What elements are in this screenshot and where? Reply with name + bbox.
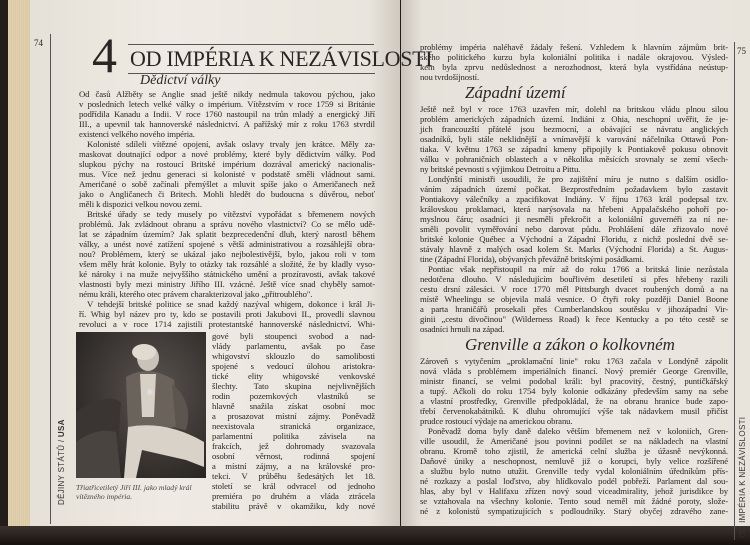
text-line: Poněvadž doma byly daně daleko větším břemenem než v koloniích, Gren- [428,426,728,436]
title-rule-top [128,44,374,45]
text-line: jako o Angličanech či Britech. Mohli hledět do budoucna s důvěrou, neboť [79,189,375,199]
section-western-territory-text [420,104,728,334]
caption-line: Třiatřicetiletý Jiří III. jako mladý král [76,483,192,492]
text-line: britské kolonie Québec a Východní a Západní Floridu, z nichž poslední dvě se- [420,234,728,244]
text-line: a tupý. Ačkoli do roku 1754 byly kolonie odkázány především samy na sebe [420,386,728,396]
text-line: spojené s vedoucí úlohou aristokra- [212,361,375,371]
text-line: šlechty. Tato skupina nejvlivnějších [212,381,375,391]
left-narrow-column [212,331,375,511]
text-line: ké nároky i na muže nejvyššího státnického umění a prozíravosti, avšak takové [79,269,375,279]
portrait-image [76,332,206,478]
text-line: prudce rostoucí výdaje na americkou obranu. [420,416,573,426]
text-line: osadníci hrnuli na západ. [420,324,505,334]
text-line: stávaly hlavně z malých osad kolem St. Marks (Východní Florida) a St. Augus- [420,244,728,254]
text-line: století se král odvracel od jednoho [212,481,375,491]
text-line: whigovství sklouzlo do samolibosti [212,351,375,361]
text-line: premiéra po druhém a vláda ztrácela [212,491,375,501]
text-line: Američané o sobě začínali přemýšlet a mluvit spíše jako o Američanech než [79,179,375,189]
text-line: existenci velkého nového impéria. [79,129,195,139]
text-line: frakcích, jež dohromady svazovala [212,441,375,451]
text-line: nou tvrdošíjností. [420,72,480,82]
chapter-number: 4 [92,27,117,83]
text-line: a prosazovat místní zájmy. Poněvadž [212,411,375,421]
text-line: rodin pozemkových vlastníků se [212,391,375,401]
left-body-text [79,89,375,329]
text-line: Ještě než byl v roce 1763 uzavřen mír, dolehl na britskou vládu plnou silou [420,104,728,114]
text-line: maskovat doutnající odpor a nové problémy, které byly dědictvím války. Pod [79,149,375,159]
text-line: v posledních letech velké války o impérium. Vítězstvím v roce 1759 si Británie [79,99,375,109]
text-line: slupkou pýchy na rostoucí Britské impérium dozrával americký nacionalis- [79,159,375,169]
text-line: tické elity whigovské venkovské [212,371,375,381]
text-line: tine (Západní Florida), obývaných převážně britskými posádkami. [420,254,644,264]
section-heading-western-territory: Západní území [465,83,566,102]
text-line: královskou proklamaci, která narýsovala na hřebeni Appalačského pohoří po- [420,204,728,214]
right-intro-text [420,42,728,82]
text-line: válku v pohraničních oblastech a v několika měsících srovnaly se zemí všech- [420,154,728,164]
page-number-right: 75 [737,46,746,56]
text-line: nedotčena dlouho. V následujícím bouřlivém desetiletí si přes hřebeny razili [420,274,728,284]
text-line: a místní zájmy, a na královské pro- [212,461,375,471]
text-line: neexistovala stranická organizace, [212,421,375,431]
text-line: Londýnští ministři usoudili, že pro zajištění míru je nutno s dalším osidlo- [428,174,728,184]
text-line: cestu drsní zálesáci. V roce 1770 měl Pittsburgh dvacet roubených domů a na [420,284,728,294]
text-line: vlastnosti byly mezi ministry Jiřího III. vzácné. Ještě více snad chyběly samot- [79,279,375,289]
running-head-right: OD IMPÉRIA K NEZÁVISLOSTI [738,416,747,538]
text-line: vlády parlamentu, avšak po čase [212,341,375,351]
text-line: třebí červenokabátníků. K dluhu ohromující výše tak nádavkem musil přičíst [420,406,728,416]
text-line: ského politického kurzu byla koloniální politika i nadále okrajovou. Výsled- [420,52,728,62]
section-heading-legacy-of-war: Dědictví války [140,73,221,88]
text-line: směli povolit vyměřování nebo darovat půdu. Prohlášení dále zřizovalo nové [420,224,728,234]
text-line: Zároveň s vytyčením „proklamační linie" roku 1763 začala v Londýně zápolit [420,356,728,366]
text-line: nému králi, kterého otec právem charakterizoval jako „přitroublého". [79,289,313,299]
text-line: a parta hraničářů prosekali přes Cumberlandskou soutěsku v jihozápadní Vir- [420,304,728,314]
text-line: lat se západním územím? Jak splatit bezprecedenční dluh, který narostl během [79,229,375,239]
text-line: revoluci a v roce 1714 zajistili protestantské hannoverské následnictví. Whi- [79,319,375,329]
text-line: ville usoudil, že Američané jsou povinni podílet se na nákladech na vlastní [420,436,728,446]
running-head-left [57,419,67,505]
page-edges [8,0,30,528]
text-line: Pontiac však nepřistoupil na mír až do roku 1766 a britská linie nezůstala [428,264,728,274]
text-line: stabilitu právě v okamžiku, kdy nové [212,501,375,511]
text-line: gové byli stoupenci svobod a nad- [212,331,375,341]
text-line: kem byla zprvu nedůslednost a nerozhodnost, která byla vystřídána neústup- [420,62,728,72]
text-line: váním západních území počkat. Bezprostředním požadavkem bylo zastavit [420,184,728,194]
text-line: osobní věrnost, rodinná spojení [212,451,375,461]
text-line: osadníků, byli stále neklidnější a vnímavější k varování náčelníka Ottawů Pon- [420,134,728,144]
text-line: Pontiakovy válečníky a zpacifikovat Indiány. V říjnu 1763 král podepsal tzv. [420,194,728,204]
text-line: tiaka. V květnu 1763 se západní kmeny připojily k Pontiakově pokusu obnovit [420,144,728,154]
text-line: problém amerických západních území. Indiáni z Ohia, neschopní uvěřit, že je- [420,114,728,124]
text-line: né rozkazy a poslal loďstvo, aby hlídkovalo podél pobřeží. Parlament dal sou- [420,476,728,486]
text-line: Britské úřady se tedy musely po vítězství vypořádat s břemenem nových [87,209,375,219]
text-line: ginii „cestu divočinou" (Wilderness Road) k řece Kentucky a po této cestě se [420,314,728,324]
section-grenville-text [420,356,728,516]
text-line: obranu. Kromě toho zjistil, že americká celní služba je úžasně nevýkonná. [420,446,728,456]
text-line: problémů. Jak zvládnout obranu a správu nového vlastnictví? Co se mělo udě- [79,219,375,229]
text-line: ny britské pevnosti s výjimkou Detroitu a Pittu. [420,164,581,174]
text-line: né z kolonistů sympatizujících s podloudníky. Starý obyčej zdravého zane- [420,506,728,516]
text-line: nová vláda s problémem imperiálních financí. Nový premiér George Grenville, [420,366,728,376]
text-line: podřídila Kanadu a Indii. V roce 1760 nastoupil na trůn mladý a energický Jiří [79,109,375,119]
portrait-george-iii [76,332,206,478]
portrait-caption [76,483,206,501]
text-line: III., a upevnil tak hannoverské následnictví. A pařížský mír z roku 1763 stvrdil [79,119,375,129]
text-line: všem měly hrát kolonie. Byly to otázky tak rozsáhlé a složité, že by kladly vyso- [79,259,375,269]
running-head-series: DĚJINY STÁTŮ / [57,437,66,505]
text-line: parlamentní politika závisela na [212,431,375,441]
text-line: se vztahovala na všechny kolonie. Tento soud neměl mít žádné poroty, slože- [420,496,728,506]
text-line: V tehdejší britské politice se snad každý nazýval whigem, dokonce i král Ji- [87,299,375,309]
text-line: tekci. V průběhu šedesátých let 18. [212,471,375,481]
text-line: Od časů Alžběty se Anglie snad ještě nikdy nedmula takovou pýchou, jako [79,89,375,99]
text-line: hlas, aby byl v Halifaxu zřízen nový soud viceadmirality, jehož jurisdikce by [420,486,728,496]
running-head-country: USA [57,419,66,438]
text-line: ří. Whig byl název pro ty, kdo se postavili proti Jakubovi II., provedli slavnou [79,309,375,319]
text-line: jich francouzští přátelé jsou bezmocní, a obávající se návratu anglických [420,124,728,134]
text-line: nou? Problémem, který se ukázal jako nejbolestivější, bylo, jakou roli v tom [79,249,375,259]
text-line: měli k dispozici velkou novou zemi. [79,199,202,209]
text-line: Kolonisté sdíleli vítězné opojení, avšak oslavy trvaly jen krátce. Měly za- [87,139,375,149]
text-line: mus. Více než jednu generaci si kolonisté v podstatě směli vládnout sami. [79,169,375,179]
text-line: myslnou čáru; osadníci ji nesměli překročit a koloniální guvernéři za ní ne- [420,214,728,224]
text-line: místě Wheelingu se objevila malá vesnice. O čtyři roky později Daniel Boone [420,294,728,304]
caption-line: vítězného impéria. [76,492,133,501]
text-line: Daňové úniky a neschopnost, nemluvě již o korupci, byly velice rozšířené [420,456,728,466]
page-number-left: 74 [34,38,43,48]
chapter-title: OD IMPÉRIA K NEZÁVISLOSTI [130,46,433,71]
text-line: války, a unést nové zatížení spojené s větší administrativou a rozsáhlejší obra- [79,239,375,249]
margin-rule-left [50,34,51,524]
section-heading-grenville-stamp-act: Grenville a zákon o kolkovném [465,335,675,354]
text-line: ministr financí, se velmi podobal králi: byl pracovitý, čestný, puntičkářský [420,376,728,386]
table-background [0,526,750,545]
margin-rule-right [734,42,735,540]
text-line: problémy impéria naléhavě žádaly řešení. Vzhledem k hlavním zájmům brit- [420,42,728,52]
text-line: a vlastní prostředky, Grenville předpokládal, že na obranu hranice bude zapo- [420,396,728,406]
text-line: hlavně snažila získat osobní moc [212,401,375,411]
text-line: a službu bylo nutno utužit. Grenville tedy vydal koloniálním úředníkům přís- [420,466,728,476]
